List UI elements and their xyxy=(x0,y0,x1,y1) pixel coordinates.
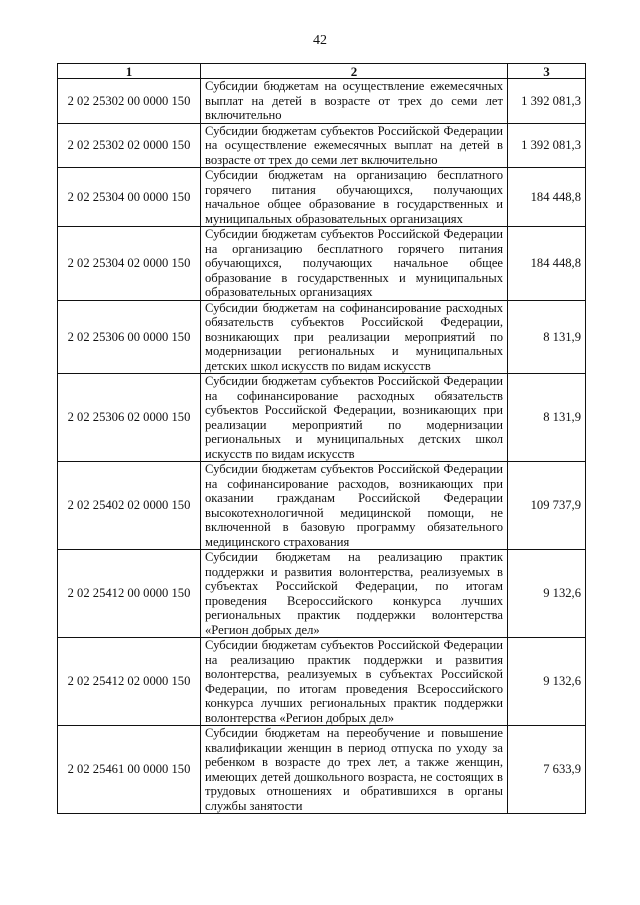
column-header-1: 1 xyxy=(58,64,201,79)
subsidy-description: Субсидии бюджетам субъектов Российской Федерации на софинансирование расходных обязательств субъектов Российской Федерации, возникающих при реализации мероприятий по модернизации региональных и муниципальных детских школ искусств по видам искусств xyxy=(201,374,508,462)
column-header-2: 2 xyxy=(201,64,508,79)
budget-code: 2 02 25302 02 0000 150 xyxy=(58,123,201,168)
subsidy-description: Субсидии бюджетам на организацию бесплатного горячего питания обучающихся, получающих начальное общее образование в государственных и муниципальных образовательных организациях xyxy=(201,168,508,227)
table-row xyxy=(58,123,586,168)
table-row xyxy=(58,726,586,814)
table-row xyxy=(58,300,586,374)
amount-value: 184 448,8 xyxy=(508,168,586,227)
table-row xyxy=(58,462,586,550)
budget-code: 2 02 25304 02 0000 150 xyxy=(58,227,201,301)
amount-value: 109 737,9 xyxy=(508,462,586,550)
amount-value: 9 132,6 xyxy=(508,550,586,638)
amount-value: 1 392 081,3 xyxy=(508,79,586,124)
page-number: 42 xyxy=(313,33,327,48)
amount-value: 8 131,9 xyxy=(508,300,586,374)
table-row xyxy=(58,79,586,124)
column-header-3: 3 xyxy=(508,64,586,79)
budget-code: 2 02 25304 00 0000 150 xyxy=(58,168,201,227)
amount-value: 1 392 081,3 xyxy=(508,123,586,168)
subsidy-description: Субсидии бюджетам на переобучение и повышение квалификации женщин в период отпуска по уходу за ребенком в возрасте до трех лет, а также женщин, имеющих детей дошкольного возраста, не состоящих в трудовых отношениях и обратившихся в органы службы занятости xyxy=(201,726,508,814)
table-row xyxy=(58,374,586,462)
budget-code: 2 02 25412 02 0000 150 xyxy=(58,638,201,726)
subsidy-description: Субсидии бюджетам субъектов Российской Федерации на софинансирование расходов, возникающих при оказании гражданам Российской Федерации высокотехнологичной медицинской помощи, не включенной в базовую программу обязательного медицинского страхования xyxy=(201,462,508,550)
budget-code: 2 02 25302 00 0000 150 xyxy=(58,79,201,124)
subsidy-description: Субсидии бюджетам субъектов Российской Федерации на осуществление ежемесячных выплат на детей в возрасте от трех до семи лет включительно xyxy=(201,123,508,168)
amount-value: 8 131,9 xyxy=(508,374,586,462)
table-row xyxy=(58,550,586,638)
budget-table xyxy=(57,63,586,814)
subsidy-description: Субсидии бюджетам на осуществление ежемесячных выплат на детей в возрасте от трех до семи лет включительно xyxy=(201,79,508,124)
amount-value: 7 633,9 xyxy=(508,726,586,814)
subsidy-description: Субсидии бюджетам субъектов Российской Федерации на реализацию практик поддержки и развития волонтерства, реализуемых в субъектах Российской Федерации, по итогам проведения Всероссийского конкурса лучших региональных практик поддержки волонтерства «Регион добрых дел» xyxy=(201,638,508,726)
table-row xyxy=(58,168,586,227)
table-row xyxy=(58,227,586,301)
budget-code: 2 02 25461 00 0000 150 xyxy=(58,726,201,814)
budget-code: 2 02 25402 02 0000 150 xyxy=(58,462,201,550)
table-header-row xyxy=(58,64,586,79)
subsidy-description: Субсидии бюджетам субъектов Российской Федерации на организацию бесплатного горячего питания обучающихся, получающих начальное общее образование в государственных и муниципальных образовательных организациях xyxy=(201,227,508,301)
subsidy-description: Субсидии бюджетам на софинансирование расходных обязательств субъектов Российской Федерации, возникающих при реализации мероприятий по модернизации региональных и муниципальных детских школ искусств по видам искусств xyxy=(201,300,508,374)
amount-value: 184 448,8 xyxy=(508,227,586,301)
budget-code: 2 02 25306 02 0000 150 xyxy=(58,374,201,462)
amount-value: 9 132,6 xyxy=(508,638,586,726)
budget-code: 2 02 25306 00 0000 150 xyxy=(58,300,201,374)
subsidy-description: Субсидии бюджетам на реализацию практик поддержки и развития волонтерства, реализуемых в субъектах Российской Федерации, по итогам проведения Всероссийского конкурса лучших региональных практик поддержки волонтерства «Регион добрых дел» xyxy=(201,550,508,638)
budget-code: 2 02 25412 00 0000 150 xyxy=(58,550,201,638)
table-row xyxy=(58,638,586,726)
